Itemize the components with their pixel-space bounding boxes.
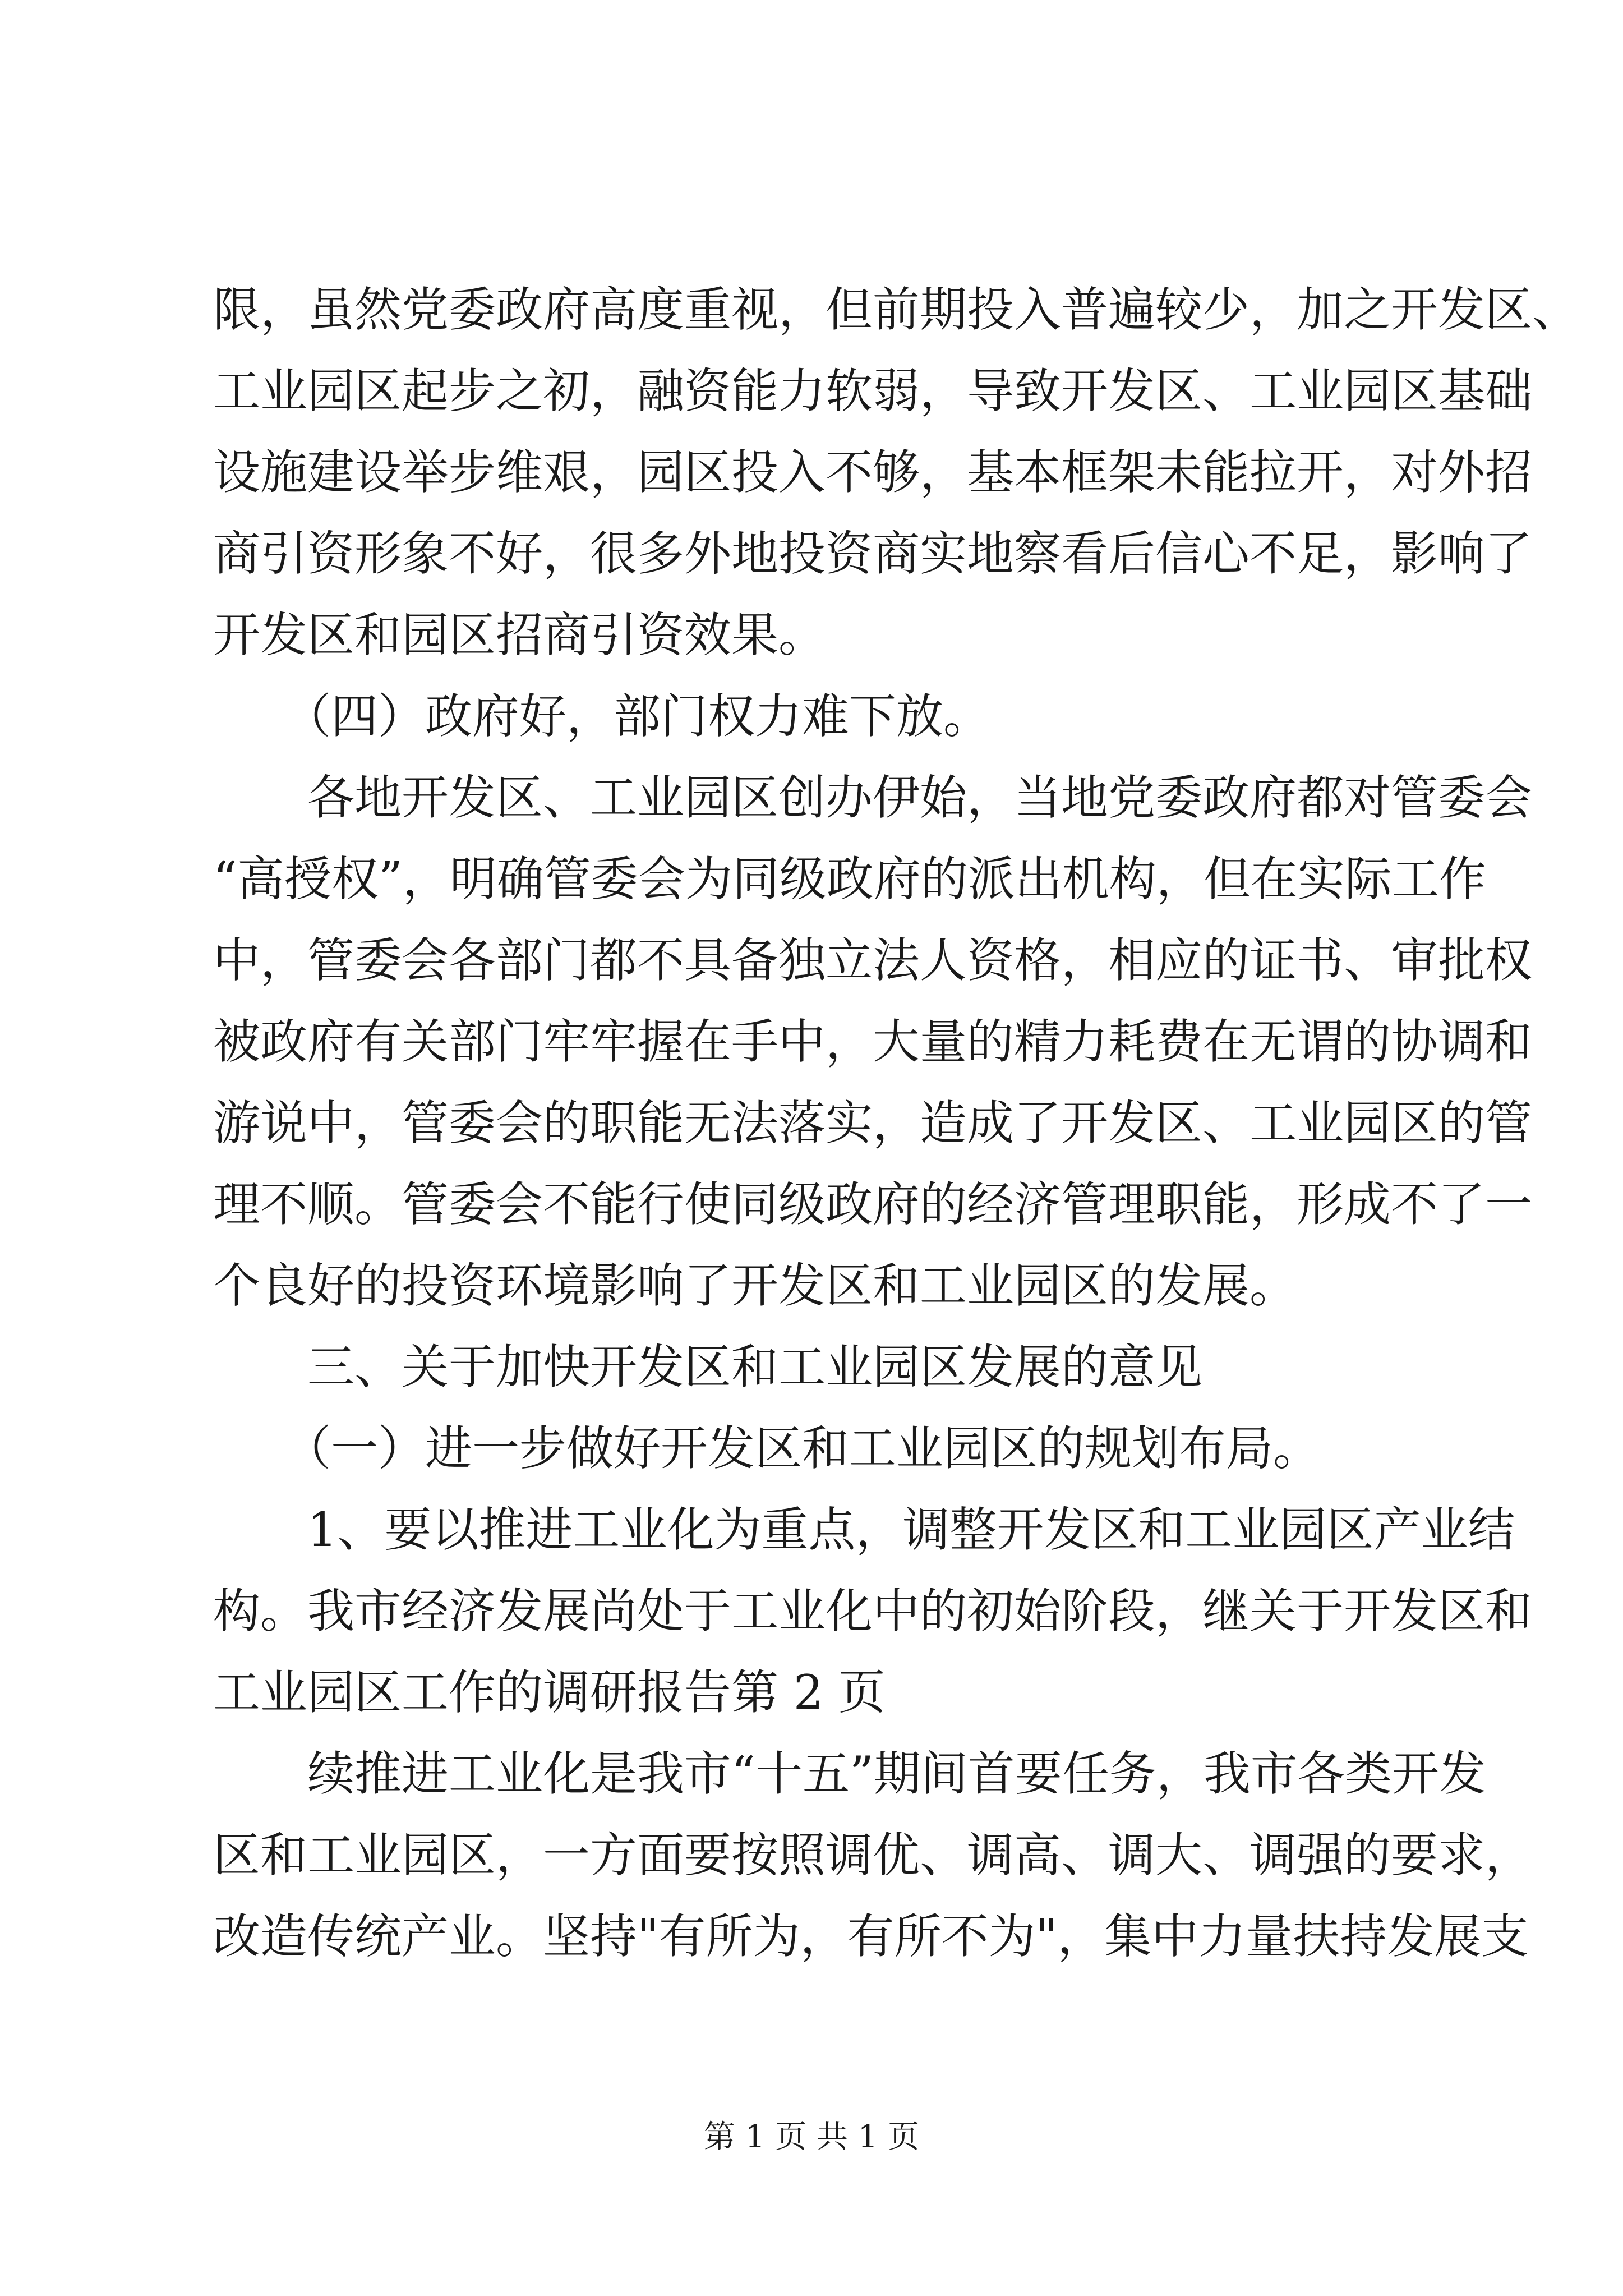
section-heading: （四）政府好，部门权力难下放。 — [213, 689, 991, 744]
text-line: 续推进工业化是我市“十五”期间首要任务，我市各类开发 — [213, 1746, 1486, 1801]
text-line: 构。我市经济发展尚处于工业化中的初始阶段，继关于开发区和 — [213, 1584, 1533, 1639]
text-line: 工业园区起步之初，融资能力软弱，导致开发区、工业园区基础 — [213, 364, 1533, 418]
text-line: 中，管委会各部门都不具备独立法人资格，相应的证书、审批权 — [213, 933, 1533, 988]
text-line: 个良好的投资环境影响了开发区和工业园区的发展。 — [213, 1258, 1297, 1313]
text-line: 商引资形象不好，很多外地投资商实地察看后信心不足，影响了 — [213, 526, 1533, 581]
page-footer: 第 1 页 共 1 页 — [703, 2119, 920, 2155]
text-line: 1、要以推进工业化为重点，调整开发区和工业园区产业结 — [213, 1502, 1515, 1557]
text-line: “高授权”，明确管委会为同级政府的派出机构，但在实际工作 — [213, 852, 1486, 907]
text-line: 游说中，管委会的职能无法落实，造成了开发区、工业园区的管 — [213, 1096, 1533, 1151]
text-line: 工业园区工作的调研报告第 2 页 — [213, 1665, 886, 1720]
text-line: 开发区和园区招商引资效果。 — [213, 608, 826, 662]
text-line: 限，虽然党委政府高度重视，但前期投入普遍较少，加之开发区、 — [213, 282, 1580, 337]
section-heading: （一）进一步做好开发区和工业园区的规划布局。 — [213, 1421, 1321, 1476]
text-line: 被政府有关部门牢牢握在手中，大量的精力耗费在无谓的协调和 — [213, 1014, 1533, 1069]
section-heading: 三、关于加快开发区和工业园区发展的意见 — [213, 1340, 1203, 1395]
text-line: 各地开发区、工业园区创办伊始，当地党委政府都对管委会 — [213, 770, 1533, 825]
text-line: 理不顺。管委会不能行使同级政府的经济管理职能，形成不了一 — [213, 1177, 1533, 1232]
body-text — [213, 269, 1580, 1977]
text-line: 改造传统产业。坚持"有所为，有所不为"，集中力量扶持发展支 — [213, 1909, 1529, 1964]
text-line: 设施建设举步维艰，园区投入不够，基本框架未能拉开，对外招 — [213, 445, 1533, 500]
text-line: 区和工业园区，一方面要按照调优、调高、调大、调强的要求， — [213, 1828, 1533, 1883]
